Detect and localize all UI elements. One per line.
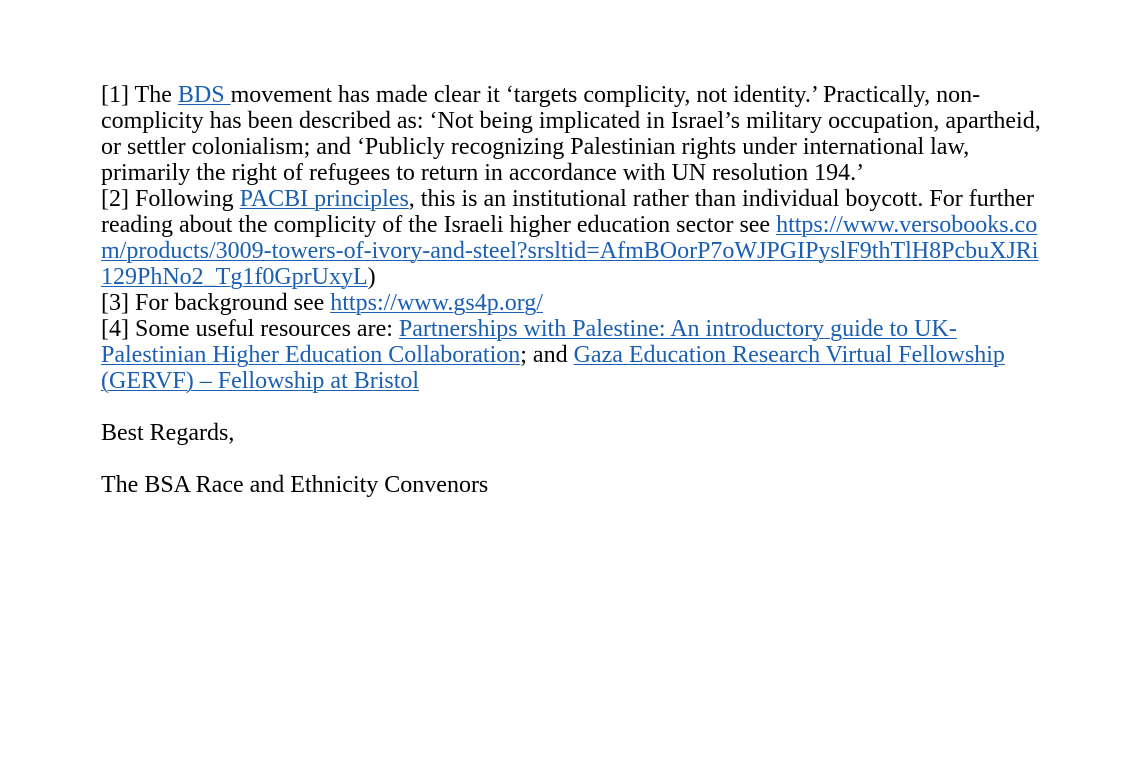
pacbi-principles-link[interactable]: PACBI principles [239, 186, 409, 212]
closing-regards: Best Regards, [101, 420, 235, 446]
footnote-text: movement has made clear it ‘targets complicity, not identity.’ Practically, non-complicity has been described as: ‘Not being implicated in Israel’s military occupation, apartheid, or settler colonialism; and ‘Publicly recognizing Palestinian rights under international law, primarily the right of refugees to return in accordance with UN resolution 194.’ [101, 82, 1041, 186]
footnote-text: Some useful resources are: [128, 316, 399, 342]
footnote-1 [101, 82, 1046, 186]
document-body [101, 82, 1046, 498]
footnote-marker: [3] [101, 290, 129, 316]
footnote-text: For background see [128, 290, 331, 316]
footnote-text: ) [367, 264, 376, 290]
footnote-marker: [4] [101, 316, 129, 342]
footnote-3 [101, 290, 1046, 316]
footnote-text: , this is an institutional rather than individual boycott. For further reading about the complicity of the Israeli higher education sector see [101, 186, 1035, 238]
gervf-fellowship-link[interactable]: Gaza Education Research Virtual Fellowship (GERVF) – Fellowship at Bristol [101, 342, 1005, 394]
bds-link[interactable]: BDS [177, 82, 231, 108]
footnote-text: Following [128, 186, 240, 212]
footnote-2 [101, 186, 1046, 290]
gs4p-url-link[interactable]: https://www.gs4p.org/ [330, 290, 543, 316]
footnote-4 [101, 316, 1046, 394]
partnerships-guide-link[interactable]: Partnerships with Palestine: An introductory guide to UK-Palestinian Higher Education Collaboration [101, 316, 957, 368]
footnote-text: ; and [520, 342, 574, 368]
versobooks-url-link[interactable]: https://www.versobooks.com/products/3009-towers-of-ivory-and-steel?srsltid=AfmBOorP7oWJPGIPyslF9thTlH8PcbuXJRi129PhNo2_Tg1f0GprUxyL [101, 212, 1039, 290]
footnote-text: The [128, 82, 178, 108]
signature: The BSA Race and Ethnicity Convenors [101, 472, 489, 498]
footnotes [101, 82, 1046, 394]
footnote-marker: [1] [101, 82, 129, 108]
footnote-marker: [2] [101, 186, 129, 212]
